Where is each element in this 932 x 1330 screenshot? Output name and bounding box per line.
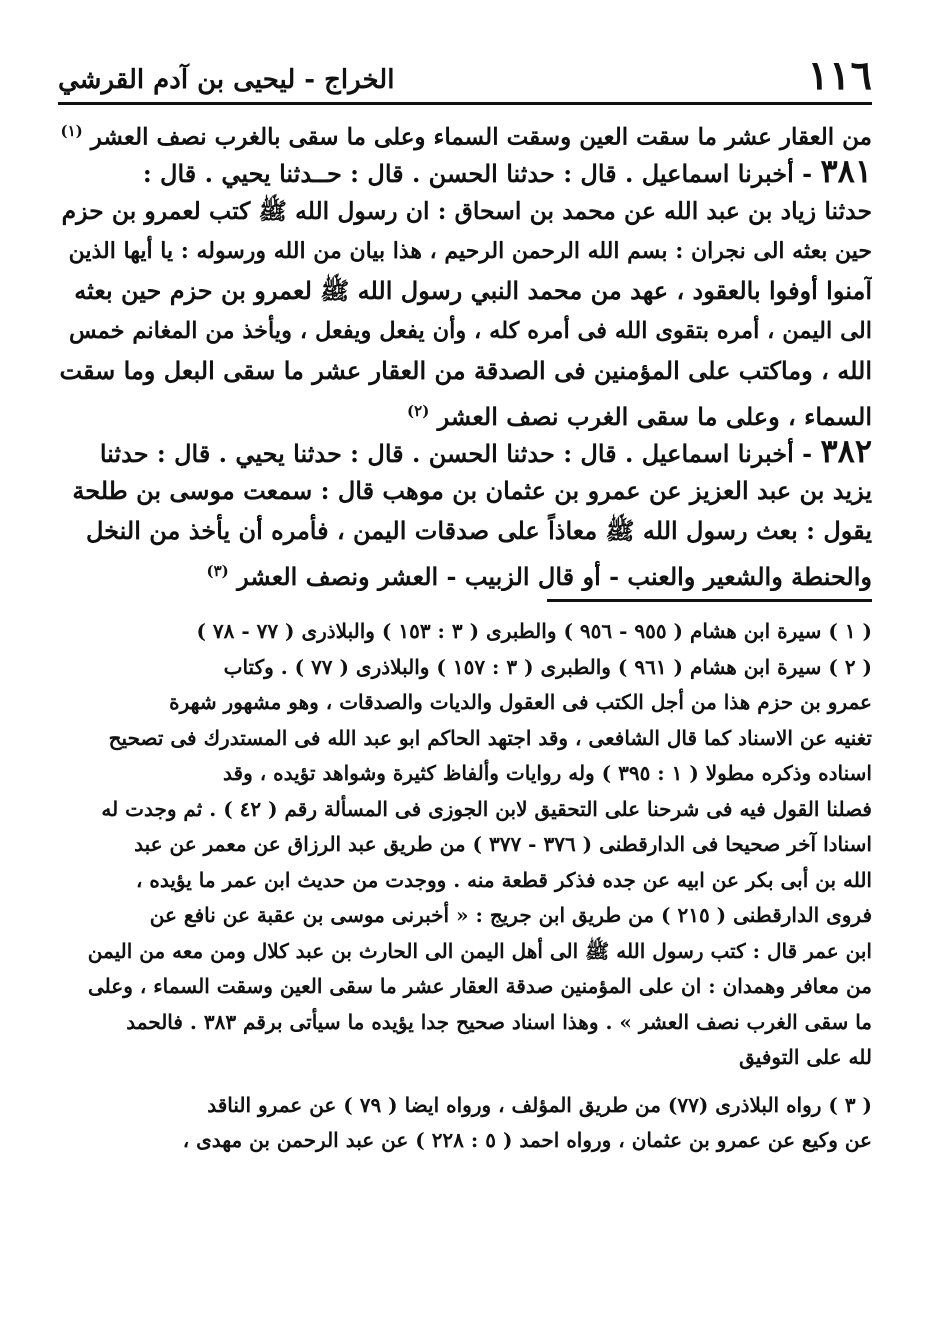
page-header	[58, 36, 872, 99]
text-line	[58, 111, 872, 151]
footnote-line: ابن عمر قال : كتب رسول الله ﷺ الى أهل اليمن الى الحارث بن عبد كلال ومن معه من اليمن	[87, 938, 872, 963]
footnotes	[58, 614, 872, 1159]
footnote-line: من معافر وهمدان : ان على المؤمنين صدقة العقار عشر ما سقى العين وسقت السماء ، وعلى	[87, 974, 872, 998]
text-line: الى اليمن ، أمره بتقوى الله فى أمره كله ، وأن يفعل ويفعل ، ويأخذ من المغانم خمس	[68, 318, 872, 344]
footnote-gap	[58, 1076, 872, 1088]
text-line: الله ، وماكتب على المؤمنين فى الصدقة من العقار عشر ما سقى البعل وما سقت	[59, 356, 872, 385]
footnote-line: فصلنا القول فيه فى شرحنا على التحقيق لابن الجوزى فى المسألة رقم ( ٤٢ ) . ثم وجدت له	[101, 796, 872, 821]
footnote-2: ( ٢ ) سيرة ابن هشام ( ٩٦١ ) والطبرى ( ٣ : ١٥٧ ) والبلاذرى ( ٧٧ ) . وكتاب	[223, 654, 872, 679]
footnote-3: ( ٣ ) رواه البلاذرى (٧٧) من طريق المؤلف ، ورواه ايضا ( ٧٩ ) عن عمرو الناقد	[207, 1092, 872, 1117]
footnote-line: الله بن أبى بكر عن ابيه عن جده فذكر قطعة منه . ووجدت من حديث ابن عمر ما يؤيده ،	[135, 867, 872, 892]
text-line: آمنوا أوفوا بالعقود ، عهد من محمد النبي رسول الله ﷺ لعمرو بن حزم حين بعثه	[74, 276, 872, 305]
footnote-rule	[547, 599, 872, 602]
footnote-line: اسنادا آخر صحيحا فى الدارقطنى ( ٣٧٦ - ٣٧٧ ) من طريق عبد الرزاق عن معمر عن عبد	[134, 832, 872, 856]
text-line-content: والحنطة والشعير والعنب - أو قال الزبيب - العشر ونصف العشر	[237, 562, 872, 591]
footnote-line: ما سقى الغرب نصف العشر » . وهذا اسناد صحيح جدا يؤيده ما سيأتى برقم ٣٨٣ . فالحمد	[126, 1009, 872, 1034]
text-line: يقول : بعث رسول الله ﷺ معاذاً على صدقات اليمن ، فأمره أن يأخذ من النخل	[85, 516, 872, 545]
footnote-marker: (٢)	[407, 402, 430, 420]
footnote-marker: (٣)	[206, 562, 229, 580]
footnote-1: ( ١ ) سيرة ابن هشام ( ٩٥٥ - ٩٥٦ ) والطبرى ( ٣ : ١٥٣ ) والبلاذرى ( ٧٧ - ٧٨ )	[196, 619, 872, 643]
hadith-number: ٣٨١	[820, 152, 872, 190]
text-line	[58, 551, 872, 591]
main-text	[58, 111, 872, 591]
text-line-content: - أخبرنا اسماعيل . قال : حدثنا الحسن . قال : حــدثنا يحيي . قال :	[142, 159, 813, 188]
footnote-line: لله على التوفيق	[739, 1045, 872, 1069]
footnote-line: عمرو بن حزم هذا من أجل الكتب فى العقول والديات والصدقات ، وهو مشهور شهرة	[169, 690, 872, 714]
hadith-382	[58, 431, 872, 471]
footnote-marker: (١)	[60, 122, 83, 140]
text-line: حدثنا زياد بن عبد الله عن محمد بن اسحاق : ان رسول الله ﷺ كتب لعمرو بن حزم	[61, 197, 872, 225]
text-line-content: من العقار عشر ما سقت العين وسقت السماء وعلى ما سقى بالغرب نصف العشر	[90, 123, 872, 151]
footnote-line: فروى الدارقطنى ( ٢١٥ ) من طريق ابن جريج : « أخبرنى موسى بن عقبة عن نافع عن	[149, 903, 872, 927]
running-title: الخراج - ليحيى بن آدم القرشي	[58, 64, 395, 95]
footnote-line: اسناده وذكره مطولا ( ١ : ٣٩٥ ) وله روايات وألفاظ كثيرة وشواهد تؤيده ، وقد	[223, 761, 872, 785]
footnote-line: عن وكيع عن عمرو بن عثمان ، ورواه احمد ( ٥ : ٢٢٨ ) عن عبد الرحمن بن مهدى ،	[182, 1128, 872, 1152]
text-line-content: - أخبرنا اسماعيل . قال : حدثنا الحسن . قال : حدثنا يحيي . قال : حدثنا	[99, 439, 813, 468]
text-line: حين بعثه الى نجران : بسم الله الرحمن الرحيم ، هذا بيان من الله ورسوله : يا أيها الذين	[68, 238, 872, 264]
hadith-381	[58, 151, 872, 191]
text-line: يزيد بن عبد العزيز عن عمرو بن عثمان بن موهب قال : سمعت موسى بن طلحة	[72, 476, 872, 505]
hadith-number: ٣٨٢	[820, 432, 872, 470]
text-line	[58, 391, 872, 431]
footnote-line: تغنيه عن الاسناد كما قال الشافعى ، وقد اجتهد الحاكم ابو عبد الله فى المستدرك فى تصحيح	[108, 725, 872, 750]
text-line-content: السماء ، وعلى ما سقى الغرب نصف العشر	[437, 402, 872, 431]
header-rule	[58, 102, 872, 105]
page-number: ١١٦	[807, 52, 872, 99]
